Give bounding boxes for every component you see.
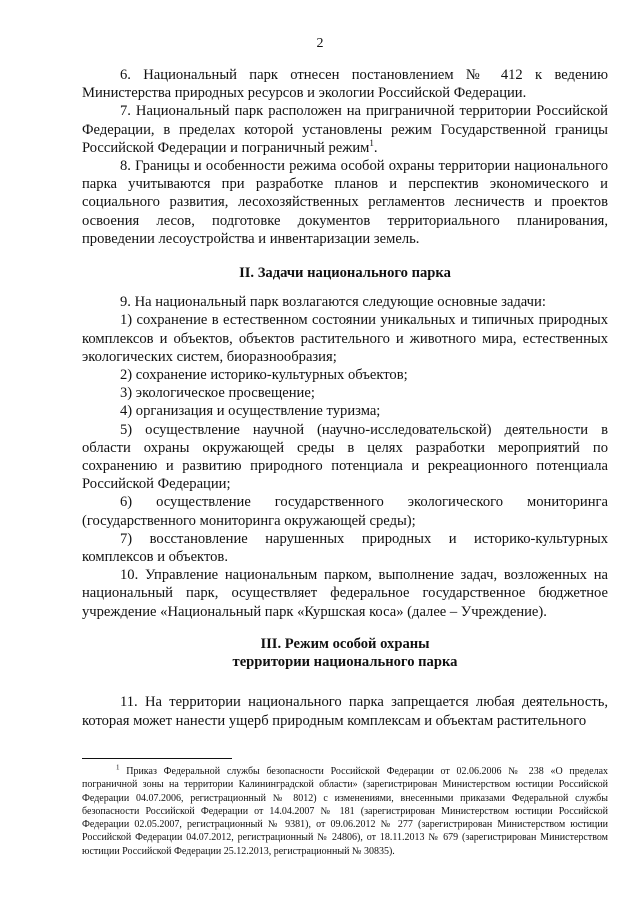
task-item-5: 5) осуществление научной (научно-исследовательской) деятельности в области охраны окружающей среды в целях разработки мероприятий по сохранению и развитию природного потенциала и рекреационного потенциала Российской Федерации; (82, 421, 608, 493)
page-number: 2 (316, 36, 324, 51)
task-item-3: 3) экологическое просвещение; (120, 385, 315, 402)
paragraph-10: 10. Управление национальным парком, выполнение задач, возложенных на национальный парк, осуществляет федеральное государственное бюджетное учреждение «Национальный парк «Куршская коса» (далее – Учреждение). (82, 567, 608, 620)
section-3-heading-line-2: территории национального парка (232, 654, 458, 671)
paragraph-7-text: 7. Национальный парк расположен на приграничной территории Российской Федерации, в пределах которой установлены режим Государственной границы Российской Федерации и пограничный режим (82, 103, 608, 156)
footnote (82, 765, 608, 858)
section-3-heading-line-1: III. Режим особой охраны (260, 635, 430, 652)
footnote-separator (82, 758, 232, 759)
task-item-6: 6) осуществление государственного экологического мониторинга (государственного мониторинга окружающей среды); (82, 494, 608, 529)
paragraph-6: 6. Национальный парк отнесен постановлением № 412 к ведению Министерства природных ресурсов и экологии Российской Федерации. (82, 67, 608, 102)
section-2-heading: II. Задачи национального парка (239, 265, 451, 282)
task-item-4: 4) организация и осуществление туризма; (120, 403, 381, 420)
task-item-7: 7) восстановление нарушенных природных и историко-культурных комплексов и объектов. (82, 530, 608, 566)
paragraph-11: 11. На территории национального парка запрещается любая деятельность, которая может нанести ущерб природным комплексам и объектам растительного (82, 694, 608, 729)
footnote-text: Приказ Федеральной службы безопасности Российской Федерации от 02.06.2006 № 238 «О пределах пограничной зоны на территории Калининградской области» (зарегистрирован Министерством юстиции Российской Федерации 04.07.2006, регистрационный № 8012) с изменениями, внесенными приказами Федеральной службы безопасности Российской Федерации от 14.04.2007 № 181 (зарегистрирован Министерством юстиции Российской Федерации 02.05.2007, регистрационный № 9381), от 09.06.2012 № 277 (зарегистрирован Министерством юстиции Российской Федерации 04.07.2012, регистрационный № 24806), от 18.11.2013 № 679 (зарегистрирован Министерством юстиции Российской Федерации 25.12.2013, регистрационный № 30835). (82, 766, 609, 857)
footnote-reference: 1 (369, 137, 374, 148)
paragraph-9-intro: 9. На национальный парк возлагаются следующие основные задачи: (120, 294, 546, 311)
task-item-2: 2) сохранение историко-культурных объектов; (120, 367, 408, 384)
task-item-1: 1) сохранение в естественном состоянии уникальных и типичных природных комплексов и объектов, объектов растительного и животного мира, естественных экологических систем, биоразнообразия; (82, 312, 608, 365)
paragraph-7: 7. Национальный парк расположен на приграничной территории Российской Федерации, в пределах которой установлены режим Государственной границы Российской Федерации и пограничный режим$^1$. (82, 103, 608, 156)
paragraph-8: 8. Границы и особенности режима особой охраны территории национального парка учитываются при разработке планов и перспектив экономического и социального развития, лесохозяйственных регламентов лесничеств и проектов освоения лесов, подготовке документов территориального планирования, проведении лесоустройства и инвентаризации земель. (82, 158, 608, 247)
document-body (82, 66, 608, 730)
footnote-mark: 1 (116, 763, 120, 772)
section-3-heading (82, 635, 608, 671)
